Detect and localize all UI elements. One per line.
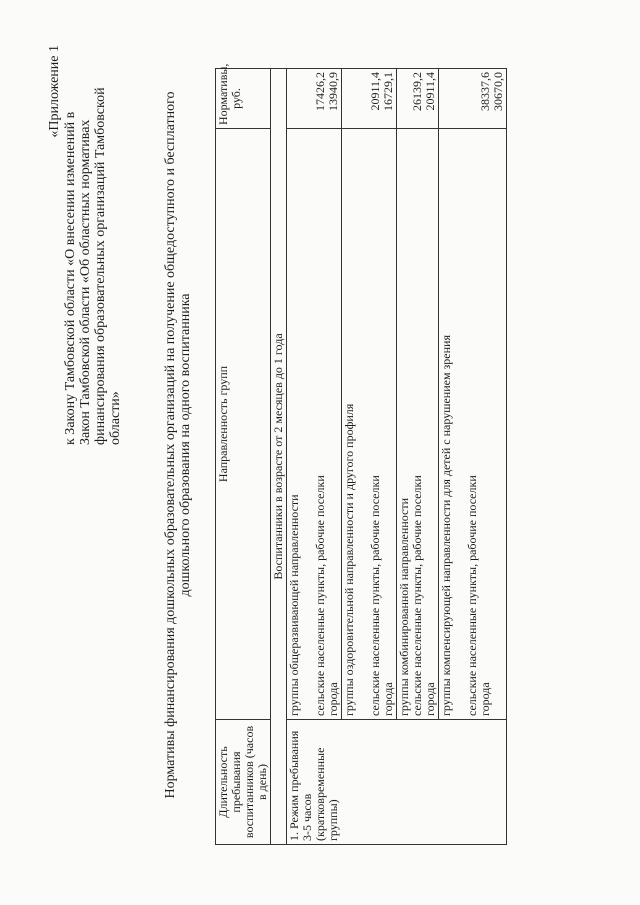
value-cell	[397, 68, 439, 128]
area-city: города	[423, 682, 437, 716]
appendix-header: «Приложение 1	[47, 45, 62, 138]
value-rural: 26139,2	[410, 71, 424, 111]
appendix-line: к Закону Тамбовской области «О внесении изменений в	[63, 111, 78, 445]
table-row	[287, 68, 342, 844]
header-duration: Длительность пребывания воспитанников (часов в день)	[216, 720, 271, 845]
area-city: города	[326, 682, 340, 716]
group-cell	[287, 128, 342, 719]
group-name: группы компенсирующей направленности для детей с нарушением зрения	[439, 335, 453, 716]
title-line: дошкольного образования на одного воспитанника	[178, 293, 193, 597]
appendix-body	[63, 45, 123, 445]
value-cell	[342, 68, 397, 128]
appendix-line: Закон Тамбовской области «Об областных нормативах	[78, 119, 93, 445]
value-cell	[287, 68, 342, 128]
group-cell	[342, 128, 397, 719]
appendix-line: финансирования образовательных организаций Тамбовской	[93, 87, 108, 445]
area-city: города	[381, 682, 395, 716]
group-name: группы общеразвивающей направленности	[287, 494, 301, 716]
document-title	[163, 45, 193, 845]
value-city: 16729,1	[381, 71, 395, 111]
area-rural: сельские населенные пункты, рабочие поселки	[313, 475, 327, 716]
area-rural: сельские населенные пункты, рабочие поселки	[368, 475, 382, 716]
duration-cell: 1. Режим пребывания 3-5 часов (кратковременные группы)	[287, 720, 507, 845]
appendix-line: области»	[108, 391, 123, 445]
area-city: города	[478, 682, 492, 716]
group-name: группы комбинированной направленности	[397, 497, 411, 716]
value-rural: 38337,6	[478, 71, 492, 111]
value-city: 20911,4	[423, 71, 437, 111]
group-cell	[439, 128, 507, 719]
title-line: Нормативы финансирования дошкольных образовательных организаций на получение общедоступного и бесплатного	[163, 91, 178, 799]
value-rural: 17426,2	[313, 71, 327, 111]
normatives-table	[215, 63, 507, 845]
header-normatives: Нормативы, руб.	[216, 68, 271, 128]
value-city: 30670,0	[491, 71, 505, 111]
value-city: 13940,9	[326, 71, 340, 111]
value-rural: 20911,4	[368, 71, 382, 111]
group-name: группы оздоровительной направленности и другого профиля	[342, 403, 356, 716]
table-header-row	[216, 68, 271, 844]
area-rural: сельские населенные пункты, рабочие поселки	[465, 475, 479, 716]
area-rural: сельские населенные пункты, рабочие поселки	[410, 475, 424, 716]
group-cell	[397, 128, 439, 719]
section-title: Воспитанники в возрасте от 2 месяцев до 1 года	[271, 68, 287, 844]
value-cell	[439, 68, 507, 128]
section-row	[271, 68, 287, 844]
header-direction: Направленность групп	[216, 128, 271, 719]
